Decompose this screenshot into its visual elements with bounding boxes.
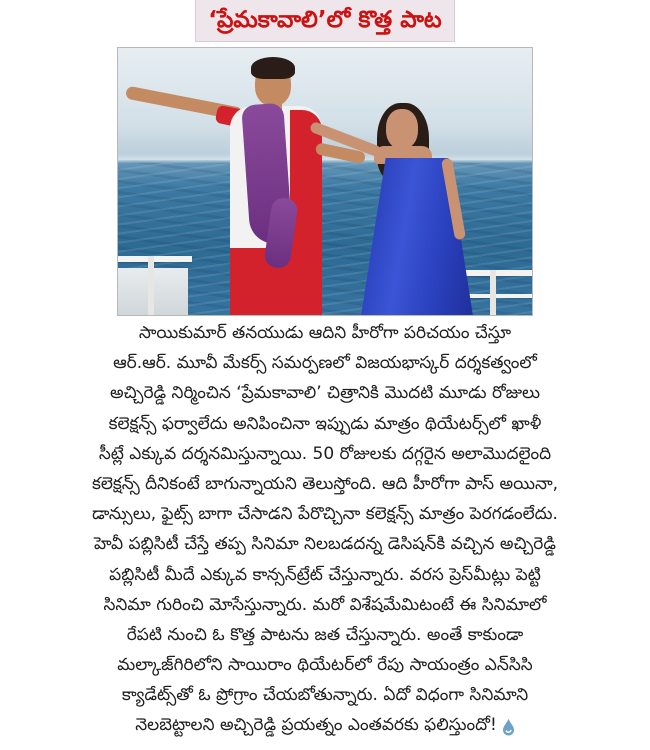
article-text-line-text: నెలబెట్టాలని అచ్చిరెడ్డి ప్రయత్నం ఎంతవరకు ఫలిస్తుందో! xyxy=(135,715,497,736)
article-text-line: క్యాడేట్స్‌తో ఓ ప్రోగ్రాం చేయబోతున్నారు. ఏదో విధంగా సినిమాని xyxy=(121,685,529,706)
article-text-line: పబ్లిసిటీ మీదే ఎక్కువ కాన్సన్‌ట్రేట్ చేస్తున్నారు. వరస ప్రెస్‌మీట్లు పెట్టి xyxy=(109,564,541,585)
article-text-line: హెవీ పబ్లిసిటీ చేస్తే తప్ప సినిమా నిలబడదన్న డెసిషన్‌కి వచ్చిన అచ్చిరెడ్డి xyxy=(94,534,556,555)
headline: ‘ప్రేమకావాలి’లో కొత్త పాట xyxy=(208,7,442,33)
article-text-line: సాయికుమార్ తనయుడు ఆదిని హీరోగా పరిచయం చేస్తూ xyxy=(138,323,512,343)
woman-figure xyxy=(288,48,533,316)
article-text-line: కలెక్షన్స్ ఫర్వాలేదు అనిపించినా ఇప్పుడు మాత్రం థియేటర్స్‌లో ఖాళీ xyxy=(108,413,542,434)
woman-arm-out xyxy=(309,121,382,158)
article-body xyxy=(40,318,610,741)
woman-face xyxy=(386,109,418,149)
article-text-line: అచ్చిరెడ్డి నిర్మించిన ‘ప్రేమకావాలి’ చిత్రానికి మొదటి మూడు రోజులు xyxy=(110,383,540,404)
article-text-line: ఆర్.ఆర్. మూవీ మేకర్స్ సమర్పణలో విజయభాస్కర్ దర్శకత్వంలో xyxy=(113,353,537,374)
article-text-line: సినిమా గురించి మోసేస్తున్నారు. మరో విశేషమేమిటంటే ఈ సినిమాలో xyxy=(103,594,547,615)
site-logo-icon xyxy=(502,716,515,734)
article-text-line: కలెక్షన్స్ దీనికంటే బాగున్నాయని తెలుస్తోంది. ఆది హీరోగా పాస్ అయినా, xyxy=(91,473,559,494)
article-text-line: సీట్లే ఎక్కువ దర్శనమిస్తున్నాయి. 50 రోజులకు దగ్గరైన అలామొదలైంది xyxy=(98,443,552,464)
article-text-line: మల్కాజ్‌గిరిలోని సాయిరాం థియేటర్‌లో రేపు సాయంత్రం ఎన్‌సిసి xyxy=(117,655,533,676)
article-photo xyxy=(117,47,533,316)
headline-box xyxy=(195,0,455,42)
article-text-line-last xyxy=(40,710,610,740)
article-text-line: డాన్సులు, ఫైట్స్ బాగా చేసాడని పేరొచ్చినా కలెక్షన్స్ మాత్రం పెరగడంలేదు. xyxy=(92,504,558,525)
article-text-line: రేపటి నుంచి ఓ కొత్త పాటను జత చేస్తున్నారు. అంతే కాకుండా xyxy=(126,624,524,645)
